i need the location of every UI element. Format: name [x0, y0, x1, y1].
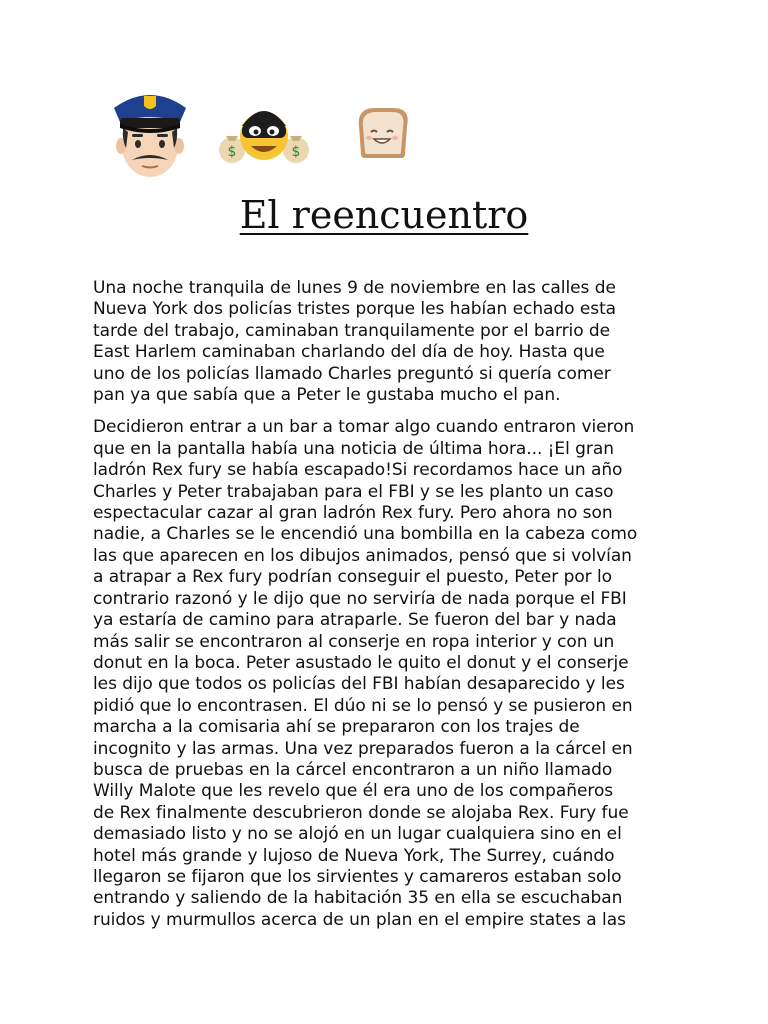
paragraph-1: Una noche tranquila de lunes 9 de noviembre en las calles de Nueva York dos policías tristes porque les habían echado esta tarde del trabajo, caminaban tranquilamente por el barrio de East Harlem caminaban charlando del día de hoy. Hasta que uno de los policías llamado Charles preguntó si quería comer pan ya que sabía que a Peter le gustaba mucho el pan. — [93, 278, 617, 406]
emoji-row — [108, 88, 438, 183]
bread-icon — [353, 102, 413, 162]
paragraph-2: Decidieron entrar a un bar a tomar algo cuando entraron vieron que en la pantalla había una noticia de última hora... ¡El gran ladrón Rex fury se había escapado!Si recordamos hace un año Charles y Peter trabajaban para el FBI y se les planto un caso espectacular cazar al gran ladrón Rex fury. Pero ahora no son nadie, a Charles se le encendió una bombilla en la cabeza como las que aparecen en los dibujos animados, pensó que si volvían a atrapar a Rex fury podrían conseguir el puesto, Peter por lo contrario razonó y le dijo que no serviría de nada porque el FBI ya estaría de camino para atraparle. Se fueron del bar y nada más salir se encontraron al conserje en ropa interior y con un donut en la boca. Peter asustado le quito el donut y el conserje les dijo que todos os policías del FBI habían desaparecido y les pidió que lo encontrasen. El dúo ni se lo pensó y se pusieron en marcha a la comisaria ahí se prepararon con los trajes de incognito y las armas. Una vez preparados fueron a la cárcel en busca de pruebas en la cárcel encontraron a un niño llamado Willy Malote que les revelo que él era uno de los compañeros de Rex finalmente descubrieron donde se alojaba Rex. Fury fue demasiado listo y no se alojó en un lugar cualquiera sino en el hotel más grande y lujoso de Nueva York, The Surrey, cuándo llegaron se fijaron que los sirvientes y camareros estaban solo entrando y saliendo de la habitación 35 en ella se escuchaban ruidos y murmullos acerca de un plan en el empire states a las — [93, 417, 638, 930]
svg-text:$: $ — [291, 144, 301, 160]
thief-money-bags-icon — [218, 102, 310, 172]
police-officer-icon — [108, 88, 192, 180]
document-title: El reencuentro — [239, 193, 529, 237]
story-body — [93, 278, 683, 942]
svg-text:$: $ — [227, 144, 237, 160]
